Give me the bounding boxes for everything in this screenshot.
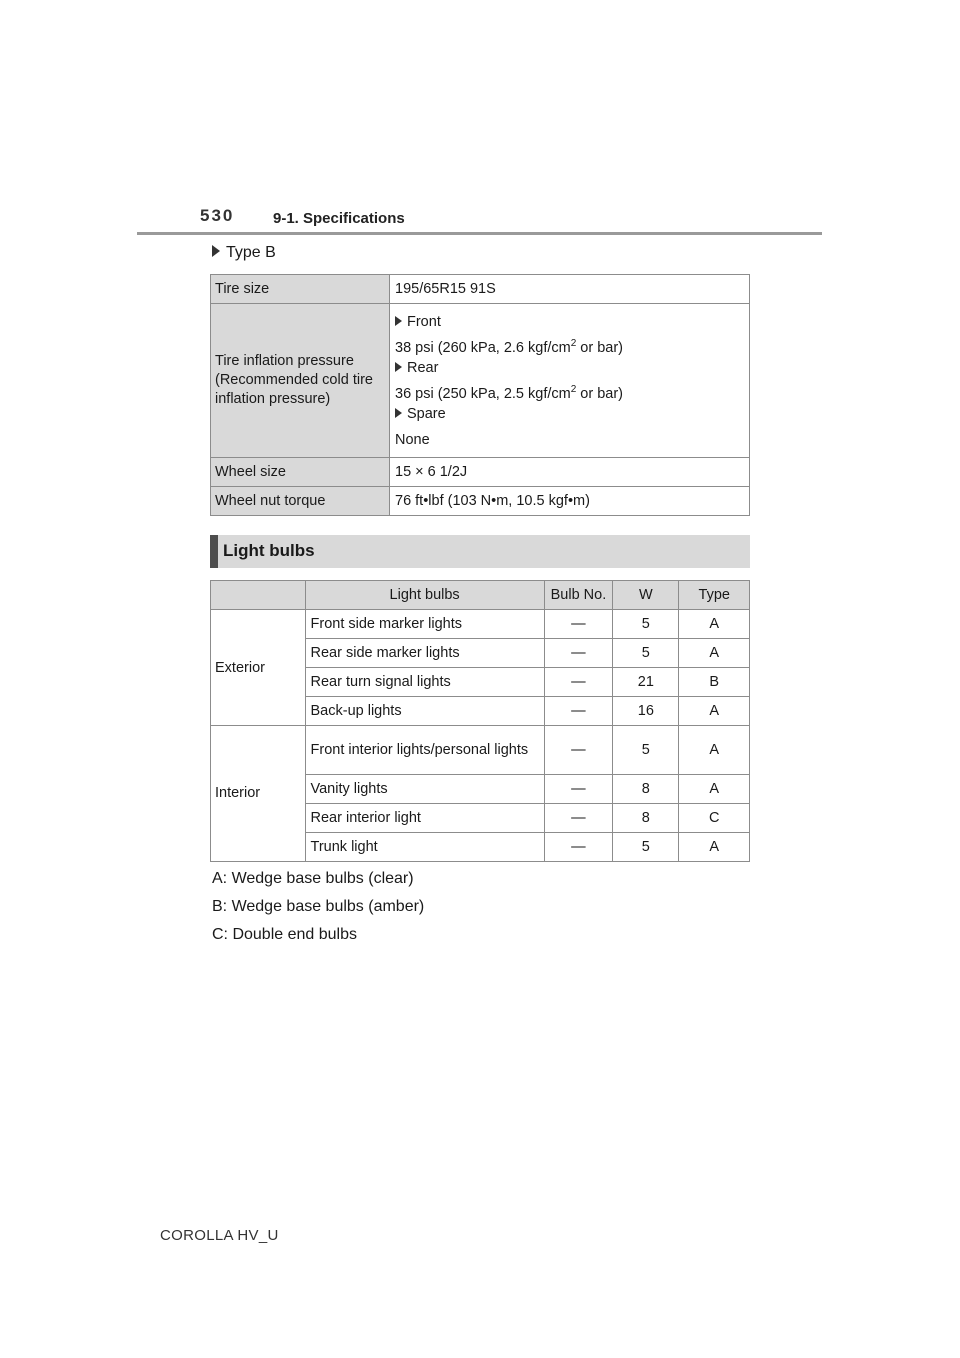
spare-value: None	[395, 431, 430, 448]
bulb-name: Rear turn signal lights	[305, 668, 544, 697]
front-pressure-value: 38 psi (260 kPa, 2.6 kgf/$cm^2$ or bar)	[395, 337, 624, 356]
table-row	[211, 726, 750, 775]
bulb-type: A	[679, 726, 750, 775]
light-bulbs-title: Light bulbs	[223, 541, 315, 560]
bulb-watts: 5	[613, 610, 679, 639]
legend-note: C: Double end bulbs	[212, 926, 357, 943]
rear-heading	[395, 358, 744, 378]
bulb-type: C	[679, 804, 750, 833]
torque-value: 76 ft•lbf (103 N•m, 10.5 kgf•m)	[390, 487, 750, 516]
bulb-number: —	[544, 833, 612, 862]
column-header	[211, 581, 306, 610]
tire-size-value: 195/65R15 91S	[390, 275, 750, 304]
bulb-name: Front interior lights/personal lights	[305, 726, 544, 775]
torque-label: Wheel nut torque	[211, 487, 390, 516]
pressure-label: Tire inflation pressure (Recommended cold tire inflation pressure)	[211, 304, 390, 458]
bulb-watts: 5	[613, 726, 679, 775]
bulb-type: A	[679, 833, 750, 862]
legend-note: B: Wedge base bulbs (amber)	[212, 898, 425, 915]
bulb-watts: 5	[613, 833, 679, 862]
bulb-type: B	[679, 668, 750, 697]
spare-heading	[395, 404, 744, 424]
type-heading	[212, 244, 276, 262]
bulb-name: Front side marker lights	[305, 610, 544, 639]
bulb-type-legend	[212, 868, 424, 952]
group-label: Exterior	[211, 610, 306, 726]
triangle-bullet-icon	[212, 245, 220, 257]
footer-model: COROLLA HV_U	[160, 1227, 279, 1244]
table-row	[211, 610, 750, 639]
column-header: Bulb No.	[544, 581, 612, 610]
section-title: 9-1. Specifications	[273, 210, 405, 227]
triangle-bullet-icon	[395, 316, 402, 326]
light-bulbs-heading-bar	[210, 535, 750, 568]
bulb-watts: 8	[613, 804, 679, 833]
bulb-watts: 5	[613, 639, 679, 668]
front-heading	[395, 312, 744, 332]
bulb-name: Vanity lights	[305, 775, 544, 804]
type-label: Type B	[226, 244, 276, 261]
bulb-number: —	[544, 697, 612, 726]
column-header: W	[613, 581, 679, 610]
heading-accent	[210, 535, 218, 568]
table-row	[211, 458, 750, 487]
bulb-number: —	[544, 726, 612, 775]
front-label: Front	[407, 313, 441, 330]
table-row	[211, 275, 750, 304]
table-row	[211, 304, 750, 458]
bulb-type: A	[679, 775, 750, 804]
table-row	[211, 487, 750, 516]
bulb-type: A	[679, 639, 750, 668]
tire-size-label: Tire size	[211, 275, 390, 304]
column-header: Light bulbs	[305, 581, 544, 610]
bulb-name: Rear interior light	[305, 804, 544, 833]
bulb-number: —	[544, 775, 612, 804]
bulb-number: —	[544, 610, 612, 639]
bulb-number: —	[544, 639, 612, 668]
page-number: 530	[200, 206, 235, 225]
bulb-watts: 21	[613, 668, 679, 697]
triangle-bullet-icon	[395, 408, 402, 418]
rear-pressure-value: 36 psi (250 kPa, 2.5 kgf/$cm^2$ or bar)	[395, 383, 624, 402]
bulb-name: Back-up lights	[305, 697, 544, 726]
legend-note: A: Wedge base bulbs (clear)	[212, 870, 414, 887]
bulb-type: A	[679, 697, 750, 726]
group-label: Interior	[211, 726, 306, 862]
header-divider	[137, 232, 822, 235]
tire-spec-table	[210, 274, 750, 516]
table-header-row	[211, 581, 750, 610]
wheel-size-value: 15 × 6 1/2J	[390, 458, 750, 487]
bulb-name: Trunk light	[305, 833, 544, 862]
bulb-name: Rear side marker lights	[305, 639, 544, 668]
pressure-values	[390, 304, 750, 458]
triangle-bullet-icon	[395, 362, 402, 372]
column-header: Type	[679, 581, 750, 610]
bulb-watts: 8	[613, 775, 679, 804]
spare-label: Spare	[407, 405, 446, 422]
bulb-number: —	[544, 804, 612, 833]
light-bulbs-table	[210, 580, 750, 862]
wheel-size-label: Wheel size	[211, 458, 390, 487]
bulb-number: —	[544, 668, 612, 697]
bulb-watts: 16	[613, 697, 679, 726]
bulb-type: A	[679, 610, 750, 639]
rear-label: Rear	[407, 359, 439, 376]
page-header	[200, 202, 820, 232]
